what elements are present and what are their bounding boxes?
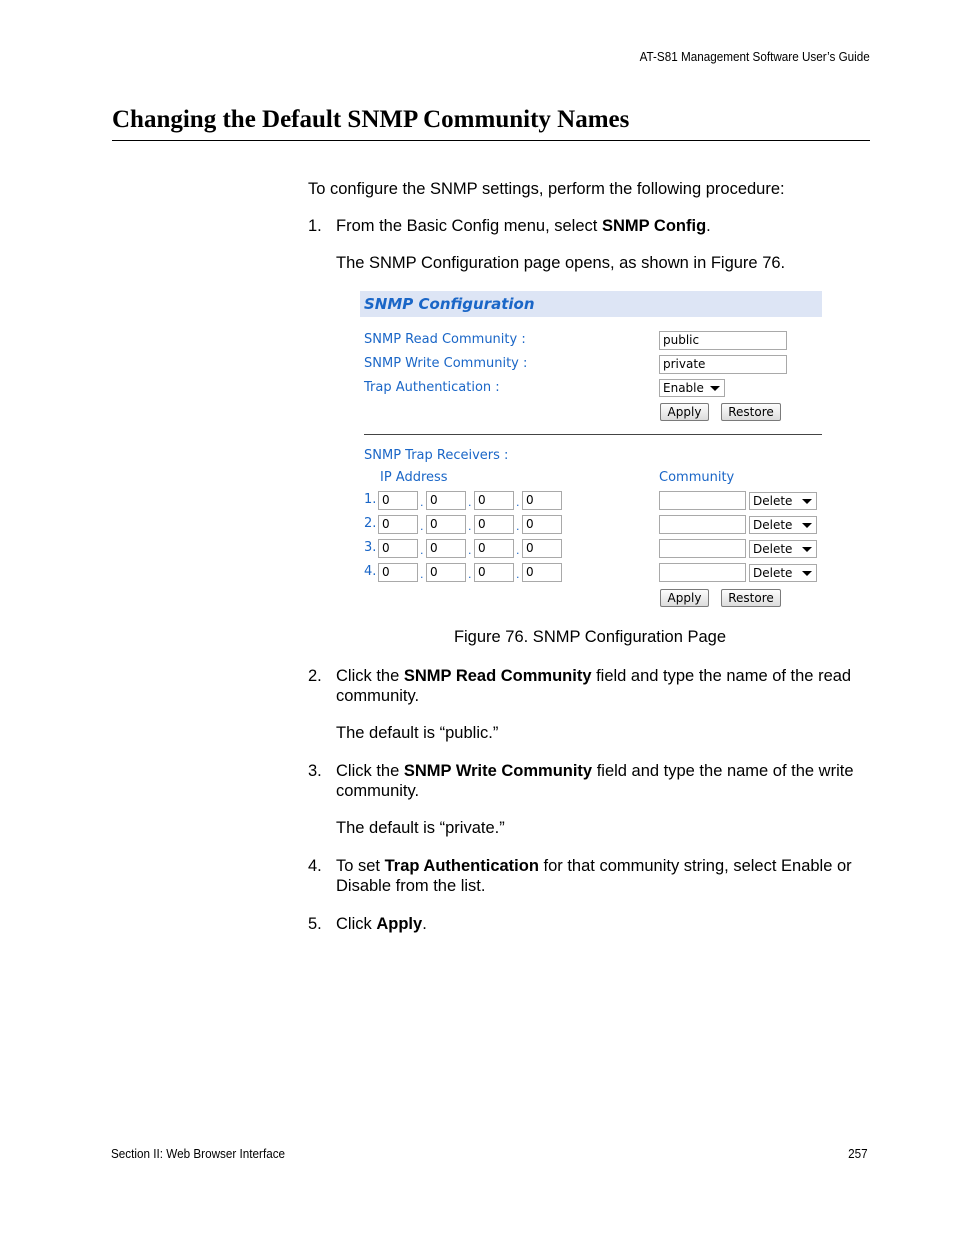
ip-octet-input[interactable]: 0 (522, 491, 562, 510)
chevron-down-icon (802, 499, 812, 504)
ip-octet-input[interactable]: 0 (474, 563, 514, 582)
ip-octet-input[interactable]: 0 (522, 539, 562, 558)
apply-button[interactable]: Apply (660, 403, 709, 421)
ip-octet-input[interactable]: 0 (474, 491, 514, 510)
ip-separator: . (420, 520, 424, 533)
ip-octet-input[interactable]: 0 (426, 515, 466, 534)
step-number: 4. (308, 857, 322, 875)
step-text: To set Trap Authentication for that community string, select Enable or Disable from the list. (336, 857, 852, 895)
step-number: 3. (308, 762, 322, 780)
receiver-action-select[interactable]: Delete (749, 564, 817, 582)
ip-separator: . (468, 520, 472, 533)
receiver-number: 3. (364, 540, 377, 555)
step-note: The default is “public.” (336, 724, 499, 742)
read-community-label: SNMP Read Community : (364, 332, 526, 347)
step-note: The SNMP Configuration page opens, as shown in Figure 76. (336, 254, 786, 272)
write-community-input[interactable]: private (659, 355, 787, 374)
step-text: Click the SNMP Write Community field and type the name of the write community. (336, 762, 854, 800)
receiver-community-input[interactable] (659, 563, 746, 582)
ip-octet-input[interactable]: 0 (474, 539, 514, 558)
ip-octet-input[interactable]: 0 (474, 515, 514, 534)
snmp-configuration-figure (360, 291, 822, 611)
ui-term: SNMP Config (601, 217, 707, 235)
ip-separator: . (468, 544, 472, 557)
ip-octet-input[interactable]: 0 (378, 515, 418, 534)
chevron-down-icon (710, 386, 720, 391)
receiver-number: 2. (364, 516, 377, 531)
receiver-community-input[interactable] (659, 539, 746, 558)
ip-separator: . (516, 520, 520, 533)
ui-term: SNMP Write Community (403, 762, 593, 780)
step-note: The default is “private.” (336, 819, 505, 837)
receiver-number: 4. (364, 564, 377, 579)
receiver-action-select[interactable]: Delete (749, 540, 817, 558)
ip-octet-input[interactable]: 0 (378, 491, 418, 510)
ip-separator: . (516, 568, 520, 581)
ip-octet-input[interactable]: 0 (378, 539, 418, 558)
section-title: Changing the Default SNMP Community Names (112, 106, 630, 133)
step-text: Click Apply. (336, 915, 427, 933)
chevron-down-icon (802, 523, 812, 528)
trap-auth-select[interactable]: Enable (659, 379, 725, 397)
ui-term: Trap Authentication (384, 857, 539, 875)
receivers-apply-button[interactable]: Apply (660, 589, 709, 607)
ip-separator: . (468, 496, 472, 509)
write-community-label: SNMP Write Community : (364, 356, 528, 371)
figure-title: SNMP Configuration (364, 295, 535, 313)
ip-octet-input[interactable]: 0 (522, 515, 562, 534)
ip-octet-input[interactable]: 0 (378, 563, 418, 582)
ip-separator: . (516, 496, 520, 509)
step-number: 2. (308, 667, 322, 685)
step-number: 1. (308, 217, 322, 235)
receiver-row (360, 563, 822, 583)
figure-title-bar (360, 291, 822, 317)
running-header: AT-S81 Management Software User’s Guide (639, 49, 870, 64)
ip-separator: . (420, 544, 424, 557)
step-text: Click the SNMP Read Community field and type the name of the read community. (336, 667, 852, 705)
trap-auth-label: Trap Authentication : (364, 380, 500, 395)
title-divider (112, 140, 870, 141)
ip-octet-input[interactable]: 0 (426, 491, 466, 510)
receiver-row (360, 491, 822, 511)
ip-octet-input[interactable]: 0 (426, 539, 466, 558)
step-text: From the Basic Config menu, select SNMP Config. (336, 217, 711, 235)
footer-section: Section II: Web Browser Interface (111, 1146, 286, 1161)
chevron-down-icon (802, 547, 812, 552)
restore-button[interactable]: Restore (721, 403, 781, 421)
ui-term: Apply (376, 915, 423, 933)
ip-separator: . (420, 568, 424, 581)
figure-caption: Figure 76. SNMP Configuration Page (453, 628, 727, 646)
ip-separator: . (468, 568, 472, 581)
chevron-down-icon (802, 571, 812, 576)
receiver-action-select[interactable]: Delete (749, 516, 817, 534)
receiver-community-input[interactable] (659, 515, 746, 534)
trap-receivers-label: SNMP Trap Receivers : (364, 448, 509, 463)
receiver-community-input[interactable] (659, 491, 746, 510)
ui-term: SNMP Read Community (403, 667, 592, 685)
receiver-action-select[interactable]: Delete (749, 492, 817, 510)
receiver-number: 1. (364, 492, 377, 507)
receiver-row (360, 539, 822, 559)
receivers-restore-button[interactable]: Restore (721, 589, 781, 607)
figure-divider (364, 434, 822, 435)
step-number: 5. (308, 915, 322, 933)
read-community-input[interactable]: public (659, 331, 787, 350)
intro-text: To configure the SNMP settings, perform the following procedure: (308, 180, 785, 198)
ip-octet-input[interactable]: 0 (522, 563, 562, 582)
ip-separator: . (420, 496, 424, 509)
page-number: 257 (848, 1146, 868, 1161)
ip-address-header: IP Address (380, 470, 448, 485)
ip-separator: . (516, 544, 520, 557)
community-header: Community (659, 470, 735, 485)
ip-octet-input[interactable]: 0 (426, 563, 466, 582)
receiver-row (360, 515, 822, 535)
